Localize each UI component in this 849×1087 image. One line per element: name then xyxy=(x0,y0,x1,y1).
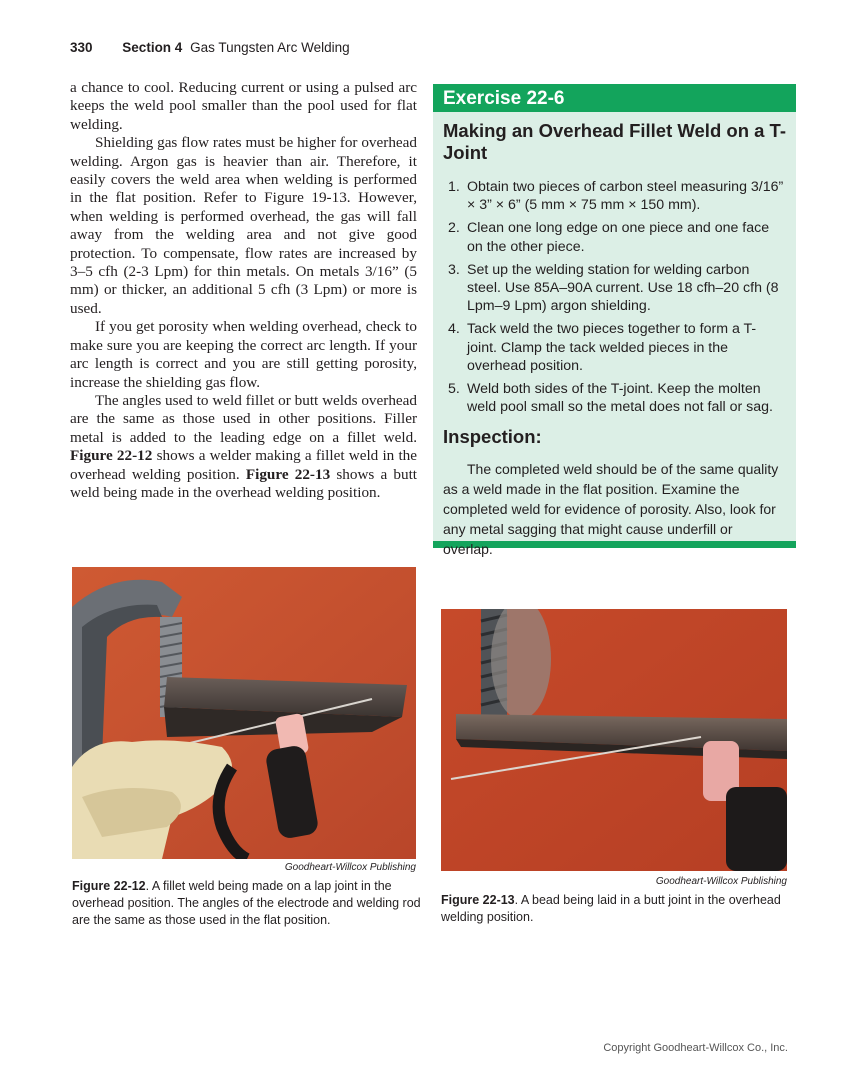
inspection-heading: Inspection: xyxy=(443,426,542,448)
step-text: Weld both sides of the T-joint. Keep the molten weld pool small so the metal does not fall or sag. xyxy=(467,381,773,416)
section-title: Gas Tungsten Arc Welding xyxy=(190,40,350,55)
photo-credit: Goodheart-Willcox Publishing xyxy=(284,862,416,873)
body-paragraph: a chance to cool. Reducing current or using a pulsed arc keeps the weld pool smaller than the pool used for flat welding. xyxy=(70,79,417,133)
caption-text: . A bead being laid in a butt joint in the overhead welding position. xyxy=(441,893,781,924)
body-text-column xyxy=(70,79,417,502)
figure-caption xyxy=(72,878,422,929)
caption-text: . A fillet weld being made on a lap joint in the overhead position. The angles of the electrode and welding rod are the same as those used in the flat position. xyxy=(72,879,421,927)
step-text: Tack weld the two pieces together to form a T-joint. Clamp the tack welded pieces in the overhead position. xyxy=(467,321,757,374)
step-number: 4. xyxy=(448,321,460,338)
body-text-span: shows a welder making a fillet weld in the overhead welding position. xyxy=(70,447,418,483)
exercise-step xyxy=(433,320,796,375)
figure-caption xyxy=(441,892,791,926)
fillet-weld-photo-illustration xyxy=(72,567,416,859)
figure-22-12-photo xyxy=(72,567,416,859)
section-label: Section 4 xyxy=(122,40,183,55)
step-text: Clean one long edge on one piece and one face on the other piece. xyxy=(467,220,770,255)
exercise-step xyxy=(433,219,796,255)
step-number: 5. xyxy=(448,381,460,398)
exercise-step xyxy=(433,178,796,214)
body-paragraph: Shielding gas flow rates must be higher for overhead welding. Argon gas is heavier than air. Therefore, it easily covers the weld area when welding is performed in the flat position. Refer to Figure 19-13. However, when welding is performed overhead, the gas will fall away from the welding area and not give good protection. To compensate, flow rates are increased by 3–5 cfh (2-3 Lpm) for thin metals. On metals 3/16” (5 mm) or thicker, an additional 5 cfh (3 Lpm) or more is used. xyxy=(70,134,417,317)
figure-reference: Figure 22-12 xyxy=(70,447,153,465)
figure-label: Figure 22-13 xyxy=(441,893,515,907)
body-paragraph xyxy=(70,392,417,502)
torch-body xyxy=(726,787,787,871)
step-number: 2. xyxy=(448,220,460,237)
body-text-span: shows a butt weld being made in the overhead welding position. xyxy=(70,465,418,501)
exercise-step xyxy=(433,261,796,316)
step-number: 3. xyxy=(448,261,460,278)
step-text: Obtain two pieces of carbon steel measuring 3/16” × 3” × 6” (5 mm × 75 mm × 150 mm). xyxy=(467,179,784,214)
butt-weld-photo-illustration xyxy=(441,609,787,871)
exercise-box xyxy=(433,84,796,557)
step-number: 1. xyxy=(448,179,460,195)
exercise-steps xyxy=(433,178,796,416)
inspection-text: The completed weld should be of the same quality as a weld made in the flat position. Examine the completed weld for evidence of porosity. Also, look for any metal sagging that might cause underfill or overlap. xyxy=(443,461,779,557)
exercise-step xyxy=(433,380,796,416)
body-text-span: The angles used to weld fillet or butt welds overhead are the same as those used in other positions. Filler metal is added to the leading edge on a fillet weld. xyxy=(70,391,417,446)
step-text: Set up the welding station for welding carbon steel. Use 85A–90A current. Use 18 cfh–20 cfh (8 Lpm–9 Lpm) argon shielding. xyxy=(467,261,779,315)
page-number: 330 xyxy=(70,40,93,55)
figure-reference: Figure 22-13 xyxy=(245,465,331,483)
exercise-label: Exercise 22-6 xyxy=(433,84,796,112)
figure-label: Figure 22-12 xyxy=(72,879,146,893)
running-header xyxy=(70,40,350,55)
copyright-footer: Copyright Goodheart-Willcox Co., Inc. xyxy=(603,1042,788,1054)
body-paragraph: If you get porosity when welding overhead, check to make sure you are keeping the correct arc length. If your arc length is correct and you are still getting porosity, increase the shielding gas flow. xyxy=(70,318,417,391)
figure-22-13-photo xyxy=(441,609,787,871)
photo-credit: Goodheart-Willcox Publishing xyxy=(655,876,787,887)
exercise-title: Making an Overhead Fillet Weld on a T-Joint xyxy=(443,120,786,163)
